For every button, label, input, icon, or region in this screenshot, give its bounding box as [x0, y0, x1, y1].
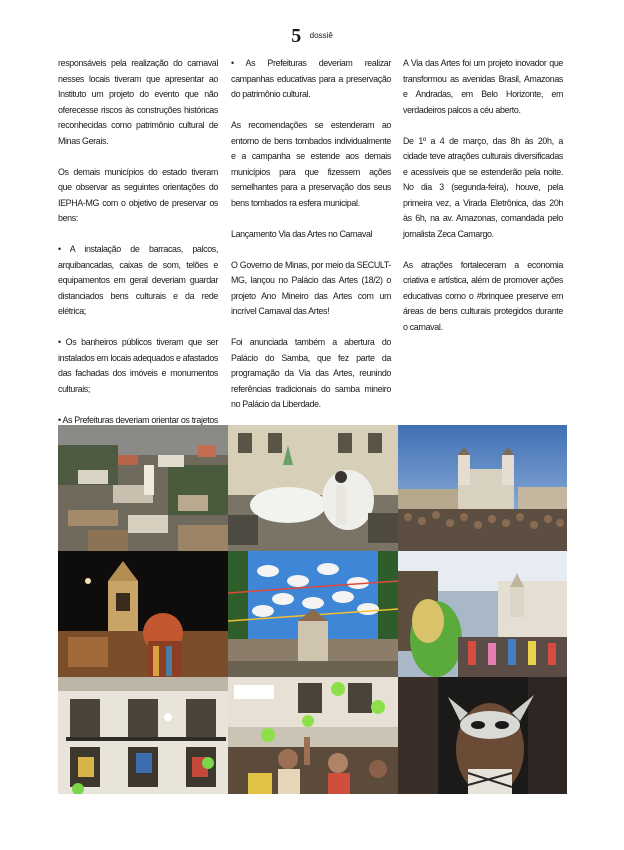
text-column-2	[231, 56, 391, 428]
photo-balcony-facade	[58, 677, 228, 794]
paragraph: A Via das Artes foi um projeto inovador que transformou as avenidas Brasil, Amazonas e Andradas, em Belo Horizonte, em verdadeiros palcos a céu aberto.	[403, 58, 563, 115]
text-column-3	[403, 56, 563, 351]
paragraph: • Os banheiros públicos tiveram que ser instalados em locais adequados e afastados das fachadas dos imóveis e monumentos culturais;	[58, 337, 218, 394]
paragraph: O Governo de Minas, por meio da SECULT-MG, lançou no Palácio das Artes (18/2) o projeto Ano Mineiro das Artes com um incrível Carnaval das Artes!	[231, 259, 391, 316]
paragraph: responsáveis pela realização do carnaval nesses locais tiveram que apresentar ao Instituto um projeto do evento que não oferecesse riscos às construções históricas reconhecidas como patrimônio cultural de Minas Gerais.	[58, 58, 218, 146]
paragraph: De 1º a 4 de março, das 8h às 20h, a cidade teve atrações culturais diversificadas e acessíveis que se estenderão pela noite. No dia 3 (segunda-feira), houve, pela primeira vez, a Virada Eletrônica, das 20h às 6h, na av. Amazonas, comandada pelo jornalista Zeca Camargo.	[403, 135, 563, 239]
photo-green-wig-street	[398, 551, 567, 677]
section-tag: dossiê	[309, 31, 333, 40]
photo-masked-reveler	[398, 677, 567, 794]
paragraph: As atrações fortaleceram a economia criativa e artística, além de promover ações educativas como o #brinquee preserve em áreas de bens culturais protegidos durante o carnaval.	[403, 259, 563, 332]
photo-umbrellas-square	[228, 551, 398, 677]
photo-grid	[58, 425, 567, 794]
paragraph: Os demais municípios do estado tiveram que observar as seguintes orientações do IEPHA-MG com o objetivo de preservar os bens:	[58, 166, 218, 223]
paragraph: • As Prefeituras deveriam orientar os trajetos	[58, 414, 218, 425]
paragraph: • A instalação de barracas, palcos, arquibancadas, caixas de som, telões e equipamentos em geral deveriam guardar distanciados bens culturais e da rede elétrica;	[58, 244, 218, 316]
photo-dancing-crowd-balloons	[228, 677, 398, 794]
page-header	[0, 26, 624, 46]
paragraph: As recomendações se estenderam ao entorno de bens tombados individualmente e a campanha se estende aos demais municípios para que fizessem ações semelhantes para a preservação dos seus bens tombados ra esfera municipal.	[231, 120, 391, 208]
paragraph: Foi anunciada também a abertura do Palácio do Samba, que fez parte da programação da Via das Artes, reunindo referências tradicionais do samba mineiro no Palácio da Liberdade.	[231, 337, 391, 409]
page-number: 5	[291, 25, 302, 47]
subheading: Lançamento Via das Artes no Carnaval	[231, 228, 373, 239]
text-column-1	[58, 56, 218, 475]
photo-white-costume-parade	[228, 425, 398, 551]
paragraph: • As Prefeituras deveriam realizar campanhas educativas para a preservação do patrimônio cultural.	[231, 58, 391, 99]
photo-crowd-before-church	[398, 425, 567, 551]
photo-aerial-colonial-town	[58, 425, 228, 551]
photo-church-tower-night	[58, 551, 228, 677]
